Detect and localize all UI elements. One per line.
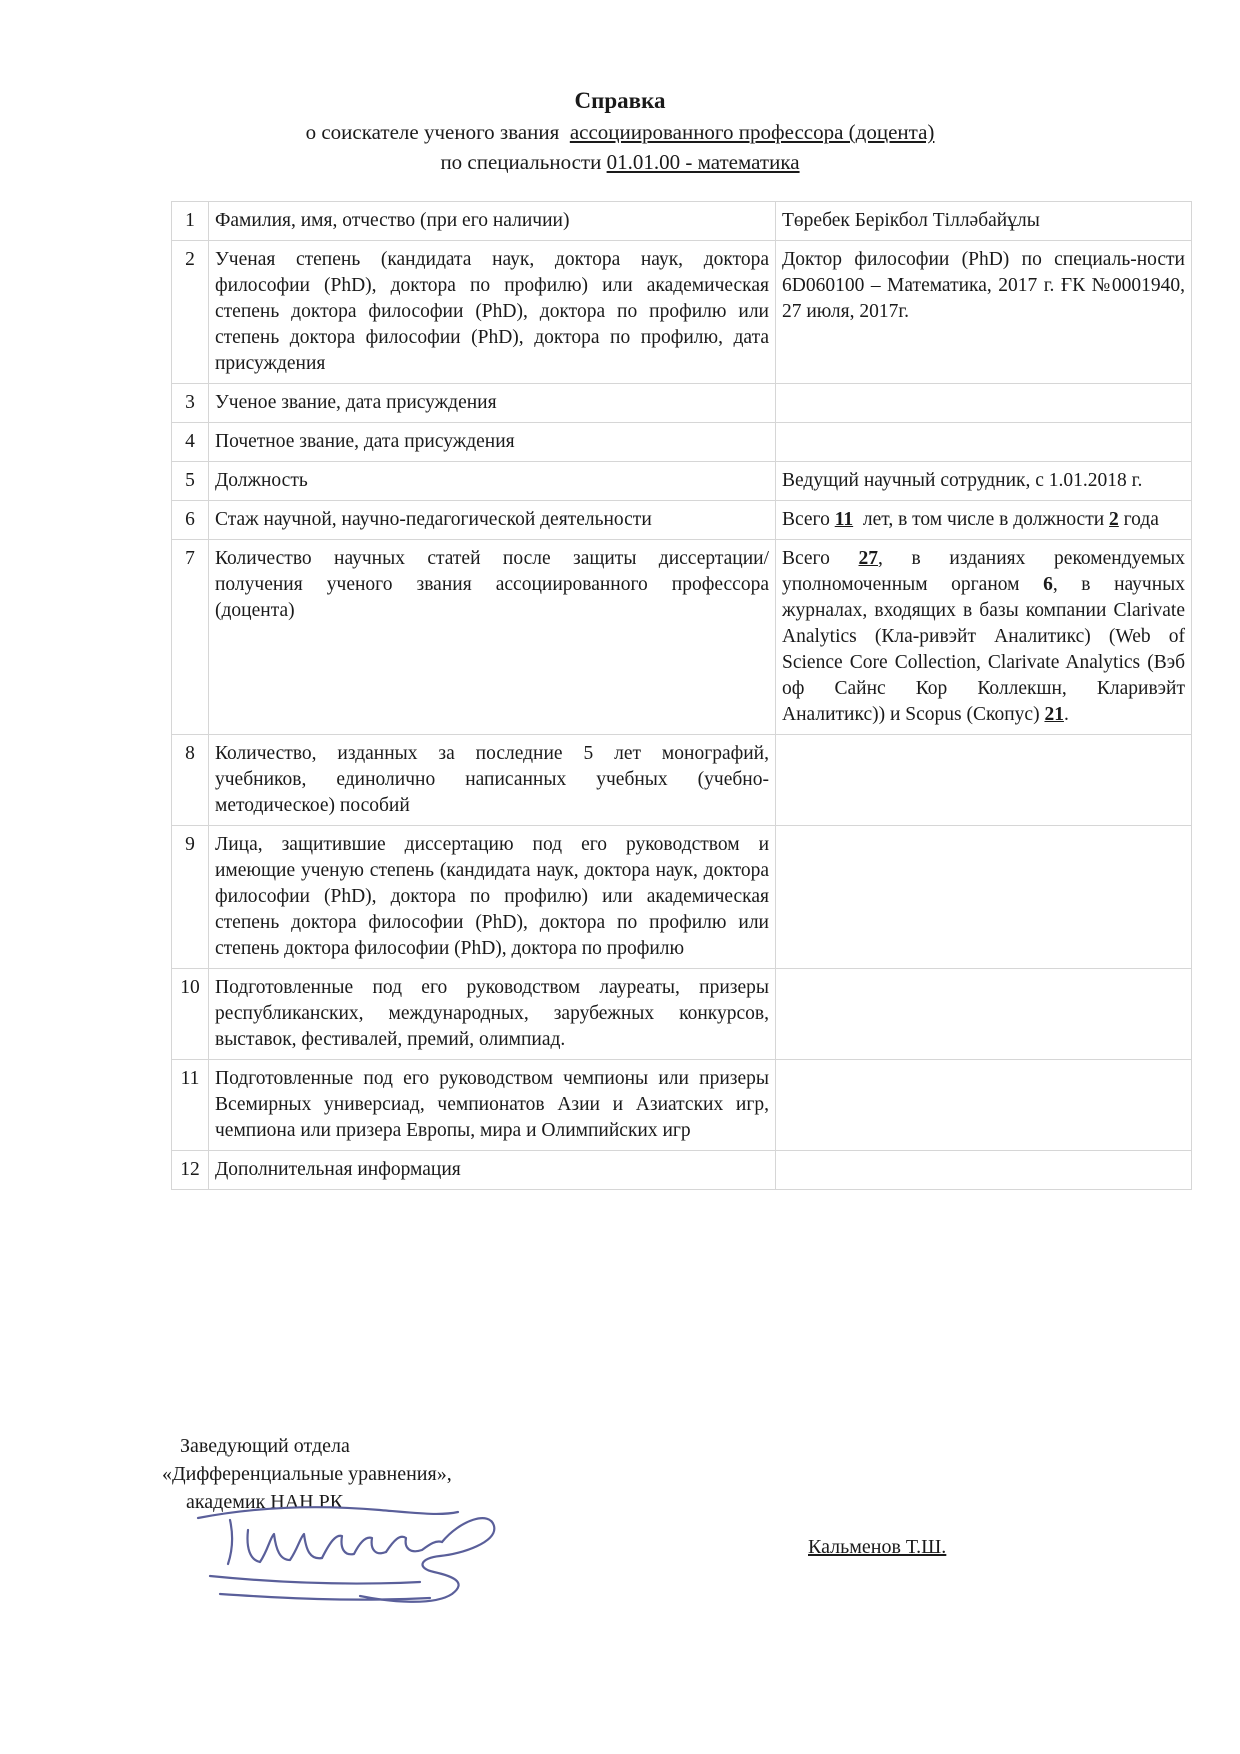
- row-number: 11: [172, 1060, 209, 1151]
- row-label: Стаж научной, научно-педагогической деятельности: [209, 501, 776, 540]
- table-row: [172, 423, 1192, 462]
- signatory-department: «Дифференциальные уравнения»,: [162, 1463, 452, 1485]
- table-row: [172, 540, 1192, 735]
- articles-mid: , в изданиях рекомендуемых уполномоченным органом: [782, 548, 1185, 595]
- row-label: Количество научных статей после защиты диссертации/получения ученого звания ассоциированного профессора (доцента): [209, 540, 776, 735]
- row-value: [776, 1060, 1192, 1151]
- experience-mid: лет, в том числе в должности: [862, 509, 1105, 530]
- row-value: [776, 501, 1192, 540]
- row-label: Почетное звание, дата присуждения: [209, 423, 776, 462]
- row-value: [776, 1151, 1192, 1190]
- row-label: Ученое звание, дата присуждения: [209, 384, 776, 423]
- subtitle-prefix: о соискателе ученого звания: [305, 120, 560, 144]
- table-row: [172, 384, 1192, 423]
- experience-prefix: Всего: [782, 509, 830, 530]
- table-row: [172, 1060, 1192, 1151]
- articles-end: .: [1063, 704, 1069, 725]
- row-label: Подготовленные под его руководством лауреаты, призеры республиканских, международных, зарубежных конкурсов, выставок, фестивалей, премий, олимпиад.: [209, 969, 776, 1060]
- signatory-title: академик НАН РК: [186, 1491, 344, 1513]
- row-value: [776, 423, 1192, 462]
- table-row: [172, 826, 1192, 969]
- row-label: Ученая степень (кандидата наук, доктора наук, доктора философии (PhD), доктора по профилю) или академическая степень доктора философии (PhD), доктора по профилю или степень доктора философии (PhD), доктора по профилю, дата присуждения: [209, 241, 776, 384]
- row-label: Фамилия, имя, отчество (при его наличии): [209, 202, 776, 241]
- table-row: [172, 501, 1192, 540]
- row-value: Ведущий научный сотрудник, с 1.01.2018 г.: [776, 462, 1192, 501]
- row-value: Төребек Берікбол Тілләбайұлы: [776, 202, 1192, 241]
- row-label: Количество, изданных за последние 5 лет монографий, учебников, единолично написанных учебных (учебно-методическое) пособий: [209, 735, 776, 826]
- specialty-value: 01.01.00 - математика: [606, 150, 800, 174]
- table-row: [172, 462, 1192, 501]
- row-label: Подготовленные под его руководством чемпионы или призеры Всемирных универсиад, чемпионатов Азии и Азиатских игр, чемпиона или призера Европы, мира и Олимпийских игр: [209, 1060, 776, 1151]
- experience-total: 11: [834, 509, 854, 530]
- specialty-prefix: по специальности: [440, 150, 602, 174]
- row-number: 4: [172, 423, 209, 462]
- row-number: 5: [172, 462, 209, 501]
- experience-position: 2: [1109, 509, 1119, 530]
- row-number: 2: [172, 241, 209, 384]
- table-row: [172, 735, 1192, 826]
- row-label: Должность: [209, 462, 776, 501]
- row-label: Лица, защитившие диссертацию под его руководством и имеющие ученую степень (кандидата наук, доктора наук, доктора философии (PhD), доктора по профилю) или академическая степень доктора философии (PhD), доктора по профилю или степень доктора философии (PhD), доктора по профилю: [209, 826, 776, 969]
- articles-scopus: 21: [1044, 704, 1064, 725]
- experience-suffix: года: [1123, 509, 1159, 530]
- signatory-position: Заведующий отдела: [180, 1435, 350, 1457]
- articles-prefix: Всего: [782, 548, 830, 569]
- articles-mid2: , в научных журналах, входящих в базы компании Clarivate Analytics (Кла-ривэйт Аналитикс) (Web of Science Core Collection, Clarivate Analytics (Вэб оф Сайнс Кор Коллекшн, Кларивэйт Аналитикс)) и Scopus (Скопус): [782, 574, 1186, 725]
- subtitle-rank: ассоциированного профессора (доцента): [569, 120, 935, 144]
- table-row: [172, 969, 1192, 1060]
- document-title: Справка: [574, 88, 666, 113]
- row-number: 1: [172, 202, 209, 241]
- signatory-name: Кальменов Т.Ш.: [808, 1536, 947, 1558]
- row-value: [776, 540, 1192, 735]
- row-number: 7: [172, 540, 209, 735]
- row-label: Дополнительная информация: [209, 1151, 776, 1190]
- row-number: 9: [172, 826, 209, 969]
- row-value: [776, 384, 1192, 423]
- applicant-info-table: [171, 201, 1192, 1190]
- articles-total: 27: [858, 548, 878, 569]
- row-value: Доктор философии (PhD) по специаль-ности 6D060100 – Математика, 2017 г. ҒК №0001940, 27 июля, 2017г.: [776, 241, 1192, 384]
- row-number: 10: [172, 969, 209, 1060]
- document-subtitle: [0, 120, 1240, 145]
- row-number: 6: [172, 501, 209, 540]
- row-value: [776, 969, 1192, 1060]
- document-specialty: [0, 150, 1240, 175]
- table-row: [172, 1151, 1192, 1190]
- row-value: [776, 735, 1192, 826]
- handwritten-signature: [190, 1490, 510, 1610]
- table-row: [172, 241, 1192, 384]
- row-value: [776, 826, 1192, 969]
- row-number: 3: [172, 384, 209, 423]
- articles-recommended: 6: [1043, 574, 1053, 595]
- row-number: 8: [172, 735, 209, 826]
- row-number: 12: [172, 1151, 209, 1190]
- table-row: [172, 202, 1192, 241]
